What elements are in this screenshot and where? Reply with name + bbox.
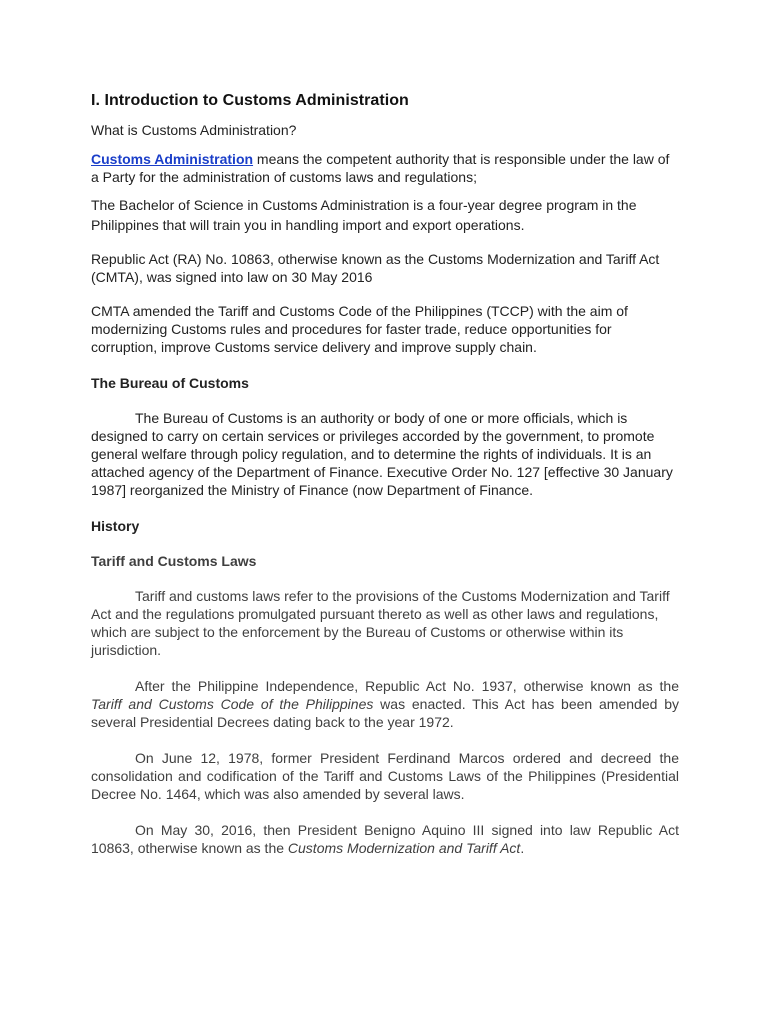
- tccp-title: Tariff and Customs Code of the Philippines: [91, 696, 374, 712]
- aquino-text-b: .: [520, 840, 525, 856]
- bureau-heading: The Bureau of Customs: [91, 375, 249, 391]
- independence-text-b: was enacted. This Act has been amended by several Presidential Decrees dating back to the year 1972.: [91, 696, 679, 730]
- definition-text: means the competent authority that is responsible under the law of a Party for the administration of customs laws and regulations;: [91, 151, 670, 185]
- history-heading: History: [91, 518, 140, 534]
- tariff-laws-paragraph: Tariff and customs laws refer to the provisions of the Customs Modernization and Tariff Act and the regulations promulgated pursuant thereto as well as other laws and regulations, which are subject to the enforcement by the Bureau of Customs or otherwise within its jurisdiction.: [91, 588, 670, 658]
- independence-paragraph: [91, 677, 679, 731]
- aquino-text-a: On May 30, 2016, then President Benigno Aquino III signed into law Republic Act 10863, otherwise known as the: [91, 822, 679, 856]
- definition-paragraph: [91, 150, 679, 186]
- customs-administration-link[interactable]: Customs Administration: [91, 151, 254, 167]
- document-body: [91, 92, 679, 857]
- cmta-title: Customs Modernization and Tariff Act: [287, 840, 521, 856]
- republic-act-paragraph: Republic Act (RA) No. 10863, otherwise known as the Customs Modernization and Tariff Act (CMTA), was signed into law on 30 May 2016: [91, 251, 660, 285]
- aquino-paragraph: [91, 821, 679, 857]
- bachelor-paragraph: The Bachelor of Science in Customs Administration is a four-year degree program in the Philippines that will train you in handling import and export operations.: [91, 197, 637, 233]
- independence-text-a: After the Philippine Independence, Republic Act No. 1937, otherwise known as the: [135, 678, 679, 694]
- bureau-paragraph: The Bureau of Customs is an authority or body of one or more officials, which is designed to carry on certain services or privileges accorded by the government, to promote general welfare through policy regulation, and to determine the rights of individuals. It is an attached agency of the Department of Finance. Executive Order No. 127 [effective 30 January 1987] reorganized the Ministry of Finance (now Department of Finance.: [91, 410, 673, 498]
- cmta-paragraph: CMTA amended the Tariff and Customs Code of the Philippines (TCCP) with the aim of modernizing Customs rules and procedures for faster trade, reduce opportunities for corruption, improve Customs service delivery and improve supply chain.: [91, 303, 628, 355]
- marcos-paragraph: On June 12, 1978, former President Ferdinand Marcos ordered and decreed the consolidation and codification of the Tariff and Customs Laws of the Philippines (Presidential Decree No. 1464, which was also amended by several laws.: [91, 750, 679, 802]
- page-title: I. Introduction to Customs Administration: [91, 92, 409, 109]
- tariff-laws-heading: Tariff and Customs Laws: [91, 553, 257, 569]
- question-text: What is Customs Administration?: [91, 122, 297, 138]
